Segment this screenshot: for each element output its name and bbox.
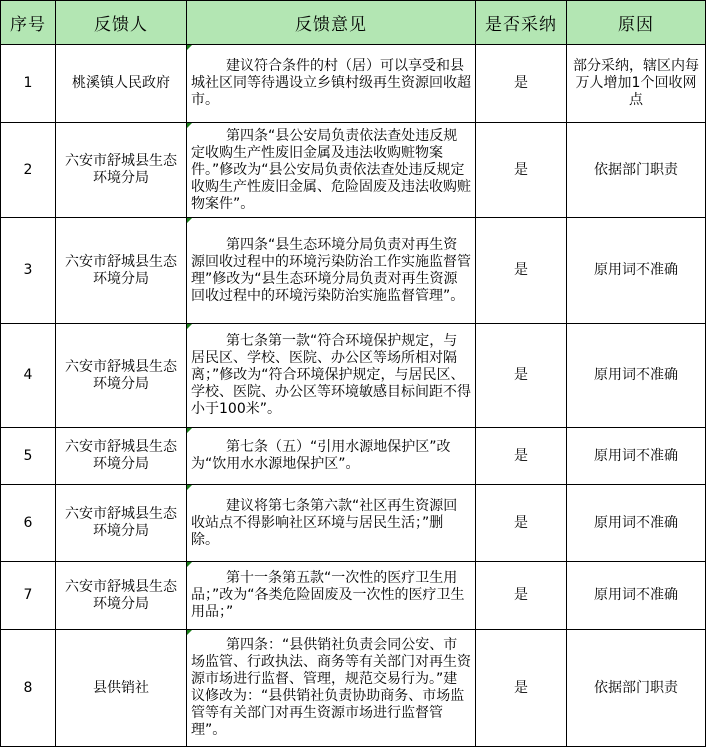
cell-opinion [187, 485, 476, 562]
table-row [1, 218, 706, 324]
cell-submitter: 六安市舒城县生态环境分局 [56, 324, 187, 428]
cell-adopted: 是 [476, 485, 567, 562]
cell-submitter: 县供销社 [56, 630, 187, 747]
cell-index: 6 [1, 485, 56, 562]
cell-reason: 依据部门职责 [567, 123, 706, 218]
cell-index: 8 [1, 630, 56, 747]
table-row [1, 630, 706, 747]
cell-opinion [187, 218, 476, 324]
cell-index: 2 [1, 123, 56, 218]
cell-reason: 原用词不准确 [567, 218, 706, 324]
comment-marker [187, 428, 192, 433]
cell-submitter: 六安市舒城县生态环境分局 [56, 562, 187, 630]
cell-adopted: 是 [476, 218, 567, 324]
cell-opinion-text: 建议将第七条第六款“社区再生资源回收站点不得影响社区环境与居民生活；”删除。 [191, 497, 458, 548]
header-opinion: 反馈意见 [187, 1, 476, 45]
cell-submitter: 桃溪镇人民政府 [56, 45, 187, 123]
cell-opinion-text: 建议符合条件的村（居）可以享受和县城社区同等待遇设立乡镇村级再生资源回收超市。 [191, 58, 471, 108]
cell-reason: 原用词不准确 [567, 562, 706, 630]
cell-opinion [187, 562, 476, 630]
cell-adopted: 是 [476, 428, 567, 485]
header-reason: 原因 [567, 1, 706, 45]
table-row [1, 45, 706, 123]
header-submitter: 反馈人 [56, 1, 187, 45]
table-row [1, 123, 706, 218]
comment-marker [187, 45, 192, 50]
cell-reason: 部分采纳，辖区内每万人增加1个回收网点 [567, 45, 706, 123]
cell-index: 7 [1, 562, 56, 630]
cell-opinion [187, 630, 476, 747]
comment-marker [187, 485, 192, 490]
table-row [1, 428, 706, 485]
cell-reason: 依据部门职责 [567, 630, 706, 747]
cell-opinion-text: 第七条第一款“符合环境保护规定，与居民区、学校、医院、办公区等场所相对隔离；”修改为“符合环境保护规定，与居民区、学校、医院、办公区等环境敏感目标间距不得小于100米”。 [191, 333, 471, 417]
header-row [1, 1, 706, 45]
cell-adopted: 是 [476, 123, 567, 218]
cell-opinion [187, 45, 476, 123]
cell-index: 3 [1, 218, 56, 324]
cell-submitter: 六安市舒城县生态环境分局 [56, 218, 187, 324]
cell-opinion-text: 第四条“县公安局负责依法查处违反规定收购生产性废旧金属及违法收购赃物案件。”修改为“县公安局负责依法查处违反规定收购生产性废旧金属、危险固废及违法收购赃物案件”。 [191, 127, 471, 212]
header-adopted: 是否采纳 [476, 1, 567, 45]
cell-reason: 原用词不准确 [567, 324, 706, 428]
comment-marker [187, 218, 192, 223]
cell-submitter: 六安市舒城县生态环境分局 [56, 485, 187, 562]
cell-adopted: 是 [476, 630, 567, 747]
cell-opinion [187, 123, 476, 218]
comment-marker [187, 324, 192, 329]
cell-opinion [187, 324, 476, 428]
cell-submitter: 六安市舒城县生态环境分局 [56, 428, 187, 485]
comment-marker [187, 562, 192, 567]
cell-adopted: 是 [476, 562, 567, 630]
header-index: 序号 [1, 1, 56, 45]
table-row [1, 485, 706, 562]
cell-reason: 原用词不准确 [567, 428, 706, 485]
comment-marker [187, 630, 192, 635]
cell-adopted: 是 [476, 45, 567, 123]
comment-marker [187, 123, 192, 128]
cell-index: 4 [1, 324, 56, 428]
cell-adopted: 是 [476, 324, 567, 428]
cell-opinion-text: 第四条：“县供销社负责会同公安、市场监管、行政执法、商务等有关部门对再生资源市场进行监督、管理，规范交易行为。”建议修改为：“县供销社负责协助商务、市场监管等有关部门对再生资源市场进行监督管理”。 [191, 637, 471, 738]
cell-opinion-text: 第十一条第五款“一次性的医疗卫生用品；”改为“各类危险固废及一次性的医疗卫生用品；” [191, 570, 465, 620]
table-row [1, 562, 706, 630]
cell-reason: 原用词不准确 [567, 485, 706, 562]
cell-opinion [187, 428, 476, 485]
table-row [1, 324, 706, 428]
cell-opinion-text: 第七条（五）“引用水源地保护区”改为“饮用水水源地保护区”。 [191, 439, 451, 472]
cell-opinion-text: 第四条“县生态环境分局负责对再生资源回收过程中的环境污染防治工作实施监督管理”修改为“县生态环境分局负责对再生资源回收过程中的环境污染防治实施监督管理”。 [191, 236, 471, 304]
cell-submitter: 六安市舒城县生态环境分局 [56, 123, 187, 218]
cell-index: 5 [1, 428, 56, 485]
cell-index: 1 [1, 45, 56, 123]
